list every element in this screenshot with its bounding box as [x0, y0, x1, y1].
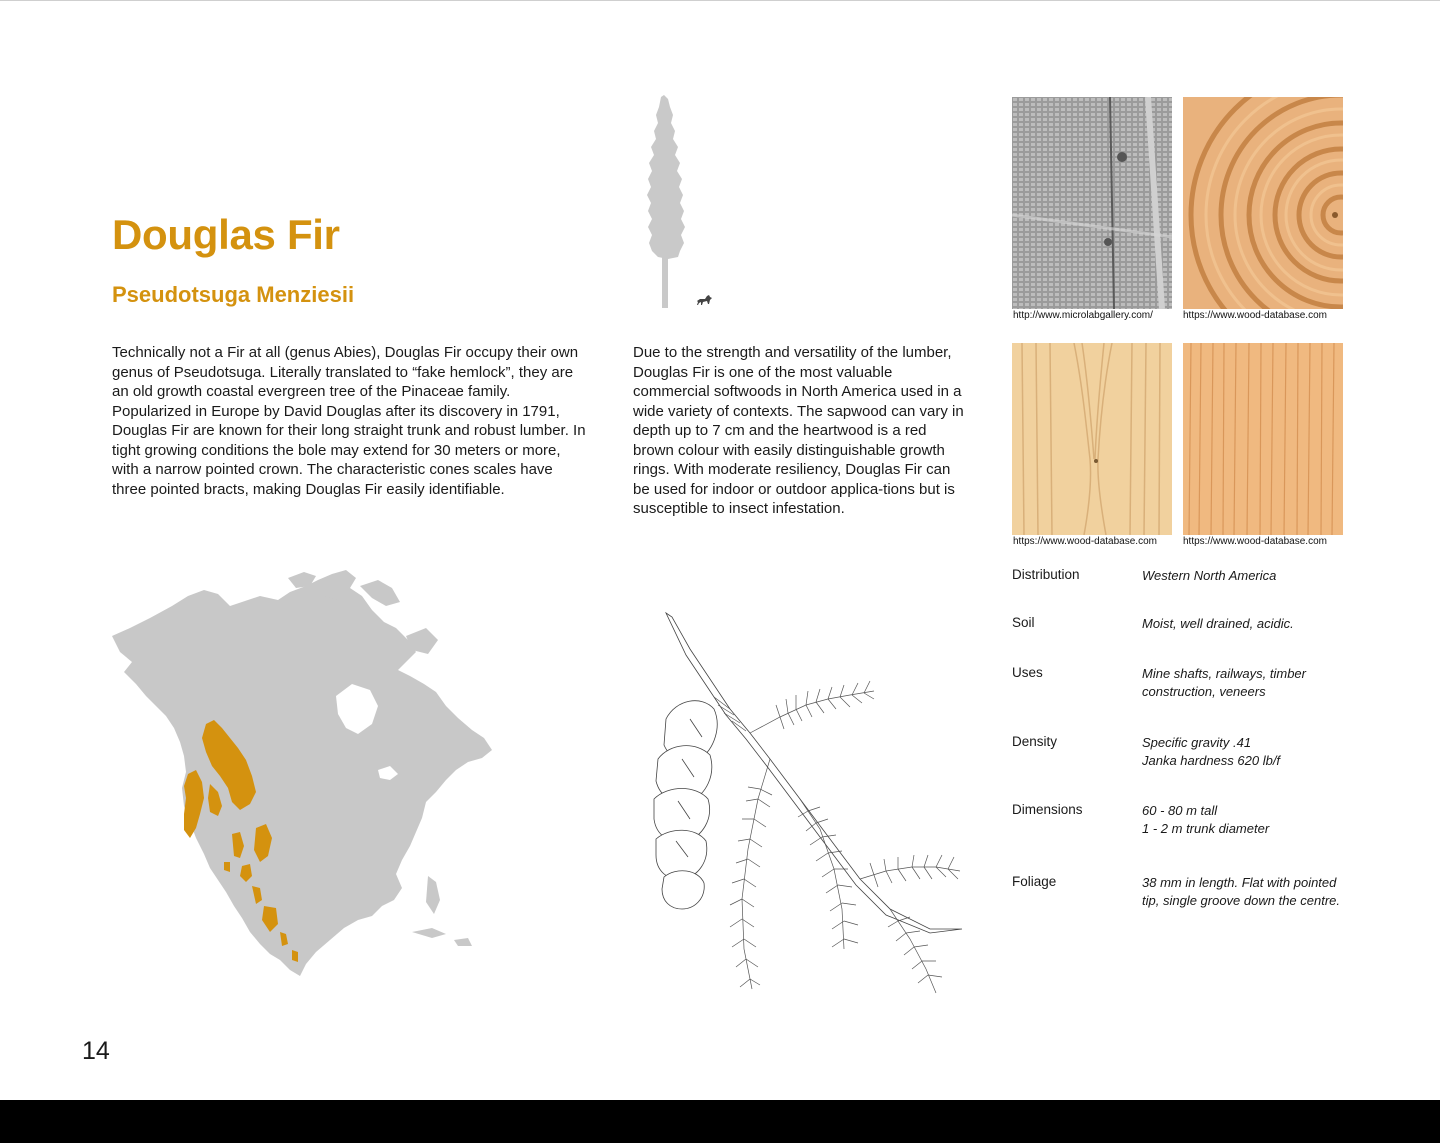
page-title: Douglas Fir	[112, 211, 340, 258]
property-label: Soil	[1012, 615, 1035, 630]
property-value: 60 - 80 m tall 1 - 2 m trunk diameter	[1142, 803, 1270, 836]
page-number: 14	[82, 1037, 110, 1065]
property-value: Mine shafts, railways, timber construction, veneers	[1142, 666, 1306, 699]
microscope-cross-section-image	[1012, 97, 1172, 309]
property-label: Dimensions	[1012, 802, 1083, 817]
tree-silhouette-icon	[628, 93, 718, 313]
end-grain-rings-image	[1183, 97, 1343, 309]
image-credit: https://www.wood-database.com	[1013, 536, 1157, 547]
scientific-name: Pseudotsuga Menziesii	[112, 282, 355, 307]
image-credit: http://www.microlabgallery.com/	[1013, 310, 1153, 321]
property-label: Distribution	[1012, 567, 1080, 582]
lumber-paragraph: Due to the strength and versatility of the lumber, Douglas Fir is one of the most valuable commercial softwoods in North America used in a wide variety of contexts. The sapwood can vary in depth up to 7 cm and the heartwood is a red brown colour with easily distinguishable growth rings. With moderate resiliency, Douglas Fir can be used for indoor or outdoor applica-tions but is susceptible to insect infestation.	[633, 344, 964, 517]
property-value: Specific gravity .41 Janka hardness 620 lb/f	[1142, 735, 1281, 768]
property-label: Density	[1012, 734, 1058, 749]
image-credit: https://www.wood-database.com	[1183, 536, 1327, 547]
flat-sawn-grain-image	[1012, 343, 1172, 535]
intro-paragraph: Technically not a Fir at all (genus Abies), Douglas Fir occupy their own genus of Pseudotsuga. Literally translated to “fake hemlock”, they are an old growth coastal evergreen tree of the Pinaceae family. Popularized in Europe by David Douglas after its discovery in 1791, Douglas Fir are known for their long straight trunk and robust lumber. In tight growing conditions the bole may extend for 30 meters or more, with a narrow pointed crown. The characteristic cones scales have three pointed bracts, making Douglas Fir easily identifiable.	[112, 344, 586, 498]
cone-and-branch-drawing	[630, 609, 970, 1009]
image-credit: https://www.wood-database.com	[1183, 310, 1327, 321]
property-value: Western North America	[1142, 568, 1277, 583]
property-label: Foliage	[1012, 874, 1057, 889]
property-value: Moist, well drained, acidic.	[1142, 616, 1294, 631]
property-value: 38 mm in length. Flat with pointed tip, single groove down the centre.	[1142, 875, 1341, 908]
north-america-distribution-map	[110, 566, 500, 986]
property-label: Uses	[1012, 665, 1043, 680]
wolf-silhouette-icon	[695, 294, 713, 306]
quarter-sawn-grain-image	[1183, 343, 1343, 535]
